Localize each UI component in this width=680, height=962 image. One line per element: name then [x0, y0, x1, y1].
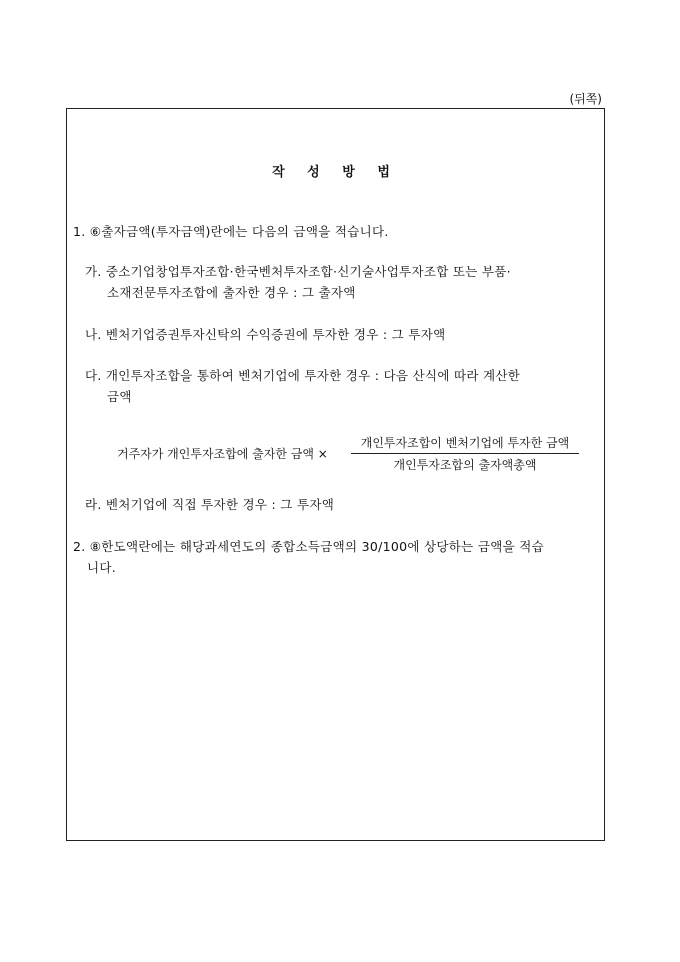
- item-2-line1: 2. ⑧한도액란에는 해당과세연도의 종합소득금액의 30/100에 상당하는 금액을 적습: [73, 539, 544, 554]
- formula-numerator: 개인투자조합이 벤처기업에 투자한 금액: [360, 436, 570, 450]
- item-2-line2: 니다.: [87, 560, 117, 575]
- formula-denominator: 개인투자조합의 출자액총액: [393, 458, 537, 472]
- item-1-ga: [85, 261, 600, 303]
- instructions-box: [66, 108, 605, 841]
- formula-left-term: 거주자가 개인투자조합에 출자한 금액 ×: [117, 447, 328, 461]
- calculation-formula: [117, 434, 587, 474]
- item-1-na: 나. 벤처기업증권투자신탁의 수익증권에 투자한 경우 : 그 투자액: [85, 327, 446, 342]
- item-1-ra: 라. 벤처기업에 직접 투자한 경우 : 그 투자액: [85, 497, 335, 512]
- item-2: [73, 536, 603, 578]
- item-1-da-line1: 다. 개인투자조합을 통하여 벤처기업에 투자한 경우 : 다음 산식에 따라 계산한: [85, 368, 521, 383]
- page-side-label: (뒤쪽): [569, 92, 602, 106]
- item-1-heading: 1. ⑥출자금액(투자금액)란에는 다음의 금액을 적습니다.: [73, 224, 389, 239]
- formula-fraction: [349, 434, 581, 473]
- item-1-da-line2: 금액: [107, 389, 132, 404]
- item-1-ga-line1: 가. 중소기업창업투자조합·한국벤처투자조합·신기술사업투자조합 또는 부품·: [85, 264, 511, 279]
- item-1-da: [85, 365, 600, 407]
- item-1-ga-line2: 소재전문투자조합에 출자한 경우 : 그 출자액: [107, 285, 356, 300]
- instructions-title: 작 성 방 법: [272, 165, 399, 180]
